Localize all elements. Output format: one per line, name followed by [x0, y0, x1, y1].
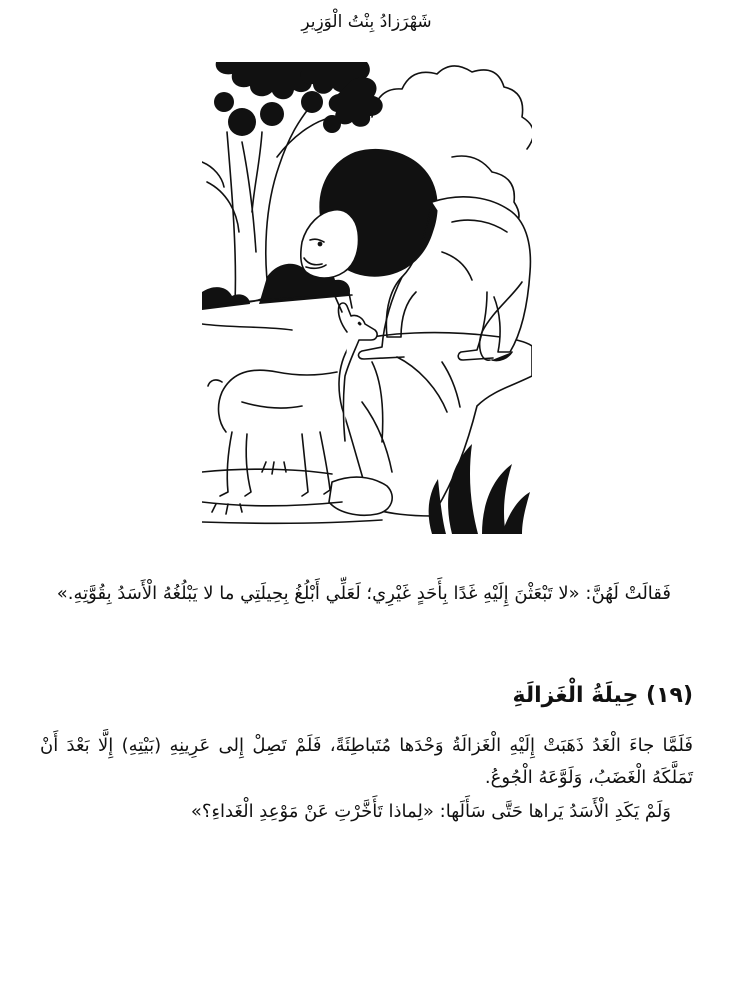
paragraph-gazelle-arrives: فَلَمَّا جاءَ الْغَدُ ذَهَبَتْ إِلَيْهِ الْغَزالَةُ وَحْدَها مُتَباطِئَةً، فَلَمْ تَصِلْ إِلى عَرِينِهِ (بَيْتِهِ) إِلَّا بَعْدَ أَنْ تَمَلَّكَهُ الْغَضَبُ، وَلَوَّعَهُ الْجُوعُ.: [40, 735, 693, 788]
section-heading: (١٩) حِيلَةُ الْغَزالَةِ: [512, 683, 693, 708]
lion-gazelle-illustration: [202, 62, 532, 534]
paragraph-intro: فَقالَتْ لَهُنَّ: «لا تَبْعَثْنَ إِلَيْهِ غَدًا بِأَحَدٍ غَيْرِي؛ لَعَلِّي أَبْلُغُ بِحِيلَتِي ما لا يَبْلُغُهُ الْأَسَدُ بِقُوَّتِهِ.»: [56, 583, 671, 604]
paragraph-lion-asks: وَلَمْ يَكَدِ الْأَسَدُ يَراها حَتَّى سَأَلَها: «لِماذا تَأَخَّرْتِ عَنْ مَوْعِدِ الْغَداءِ؟»: [190, 801, 671, 822]
running-header: شَهْرَزادُ بِنْتُ الْوَزِيرِ: [301, 12, 432, 32]
